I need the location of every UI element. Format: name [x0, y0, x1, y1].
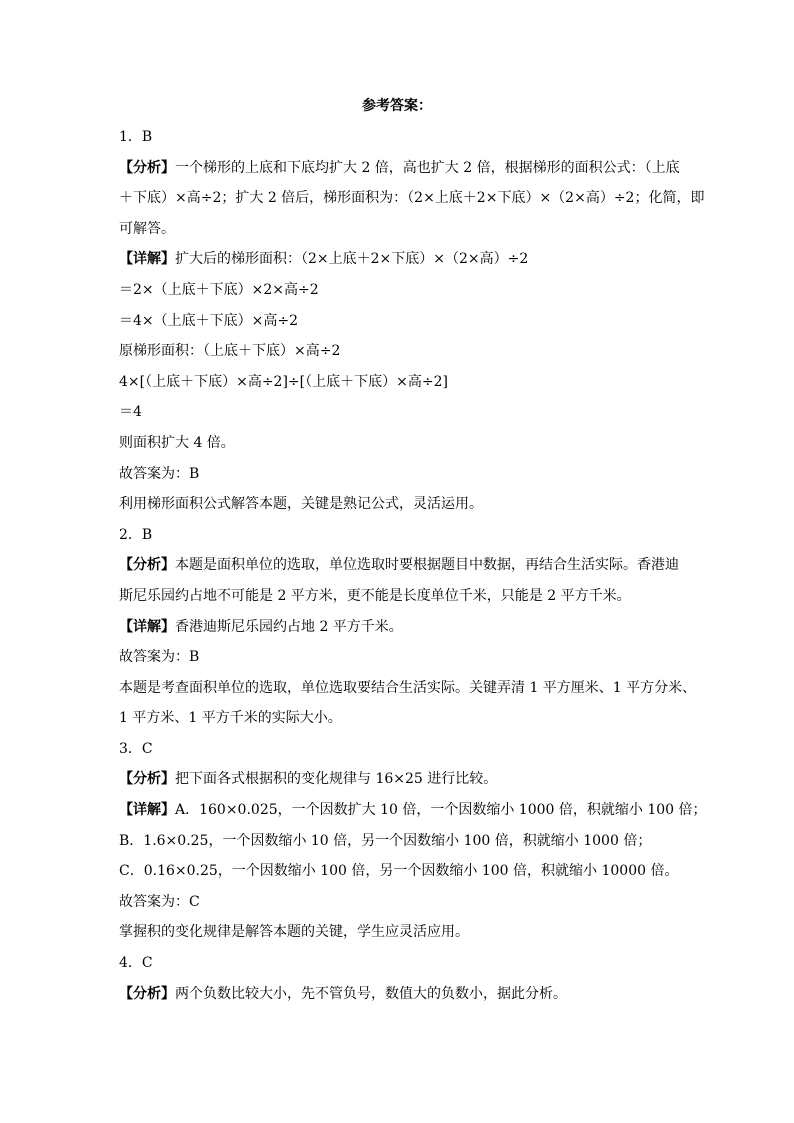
- q1-summary: 利用梯形面积公式解答本题，关键是熟记公式，灵活运用。: [119, 496, 483, 513]
- q1-detail-line: 原梯形面积：（上底＋下底）×高÷2: [119, 343, 341, 360]
- q2-answer: 故答案为：B: [119, 649, 200, 666]
- q1-detail-text: 扩大后的梯形面积：（2×上底＋2×下底）×（2×高）÷2: [175, 251, 529, 268]
- q1-analysis-line: ＋下底）×高÷2；扩大 2 倍后，梯形面积为：（2×上底＋2×下底）×（2×高）÷2；化简，即: [119, 190, 705, 207]
- q1-analysis-line: 可解答。: [119, 220, 175, 237]
- q4-analysis-text: 两个负数比较大小，先不管负号，数值大的负数小，据此分析。: [175, 985, 567, 1002]
- q2-detail-line: [119, 612, 679, 643]
- q2-analysis-text: 本题是面积单位的选取，单位选取时要根据题目中数据，再结合生活实际。香港迪: [175, 557, 679, 574]
- analysis-tag: 【分析】: [119, 771, 175, 788]
- q2-summary: 本题是考查面积单位的选取，单位选取要结合生活实际。关键弄清 1 平方厘米、1 平方分米、: [119, 679, 697, 696]
- q1-detail-line: [119, 244, 679, 275]
- page-title: 参考答案：: [362, 98, 432, 114]
- q3-detail-text: A．160×0.025，一个因数扩大 10 倍，一个因数缩小 1000 倍，积就缩小 100 倍；: [175, 802, 707, 819]
- q1-detail-line: 4×[（上底＋下底）×高÷2]÷[（上底＋下底）×高÷2]: [119, 373, 448, 390]
- q3-answer: 故答案为：C: [119, 893, 200, 910]
- q3-detail-line: [119, 795, 707, 826]
- q2-analysis-line: [119, 550, 679, 581]
- detail-tag: 【详解】: [119, 251, 175, 268]
- q3-number: 3．C: [119, 740, 153, 757]
- q2-number: 2．B: [119, 526, 153, 543]
- q3-detail-line: B．1.6×0.25，一个因数缩小 10 倍，另一个因数缩小 100 倍，积就缩小 1000 倍；: [119, 832, 652, 849]
- q2-summary: 1 平方米、1 平方千米的实际大小。: [119, 710, 342, 727]
- q1-detail-line: ＝4×（上底＋下底）×高÷2: [119, 312, 299, 329]
- q1-detail-line: ＝2×（上底＋下底）×2×高÷2: [119, 281, 319, 298]
- analysis-tag: 【分析】: [119, 557, 175, 574]
- q4-analysis-line: [119, 979, 679, 1010]
- q1-detail-line: 则面积扩大 4 倍。: [119, 434, 235, 451]
- q2-detail-text: 香港迪斯尼乐园约占地 2 平方千米。: [175, 618, 403, 635]
- q3-summary: 掌握积的变化规律是解答本题的关键，学生应灵活应用。: [119, 924, 469, 941]
- q1-analysis-text: 一个梯形的上底和下底均扩大 2 倍，高也扩大 2 倍，根据梯形的面积公式：（上底: [175, 159, 680, 176]
- q1-detail-line: ＝4: [119, 404, 142, 421]
- q1-answer: 故答案为：B: [119, 465, 200, 482]
- q4-number: 4．C: [119, 955, 153, 972]
- analysis-tag: 【分析】: [119, 985, 175, 1002]
- q1-analysis-line: [119, 153, 679, 184]
- q3-detail-line: C．0.16×0.25，一个因数缩小 100 倍，另一个因数缩小 100 倍，积就缩小 10000 倍。: [119, 863, 679, 880]
- detail-tag: 【详解】: [119, 802, 175, 819]
- detail-tag: 【详解】: [119, 618, 175, 635]
- q3-analysis-line: [119, 764, 679, 795]
- q2-analysis-line: 斯尼乐园约占地不可能是 2 平方米，更不能是长度单位千米，只能是 2 平方千米。: [119, 587, 631, 604]
- analysis-tag: 【分析】: [119, 159, 175, 176]
- answer-content: [119, 122, 707, 1009]
- q3-analysis-text: 把下面各式根据积的变化规律与 16×25 进行比较。: [175, 771, 498, 788]
- q1-number: 1．B: [119, 129, 153, 145]
